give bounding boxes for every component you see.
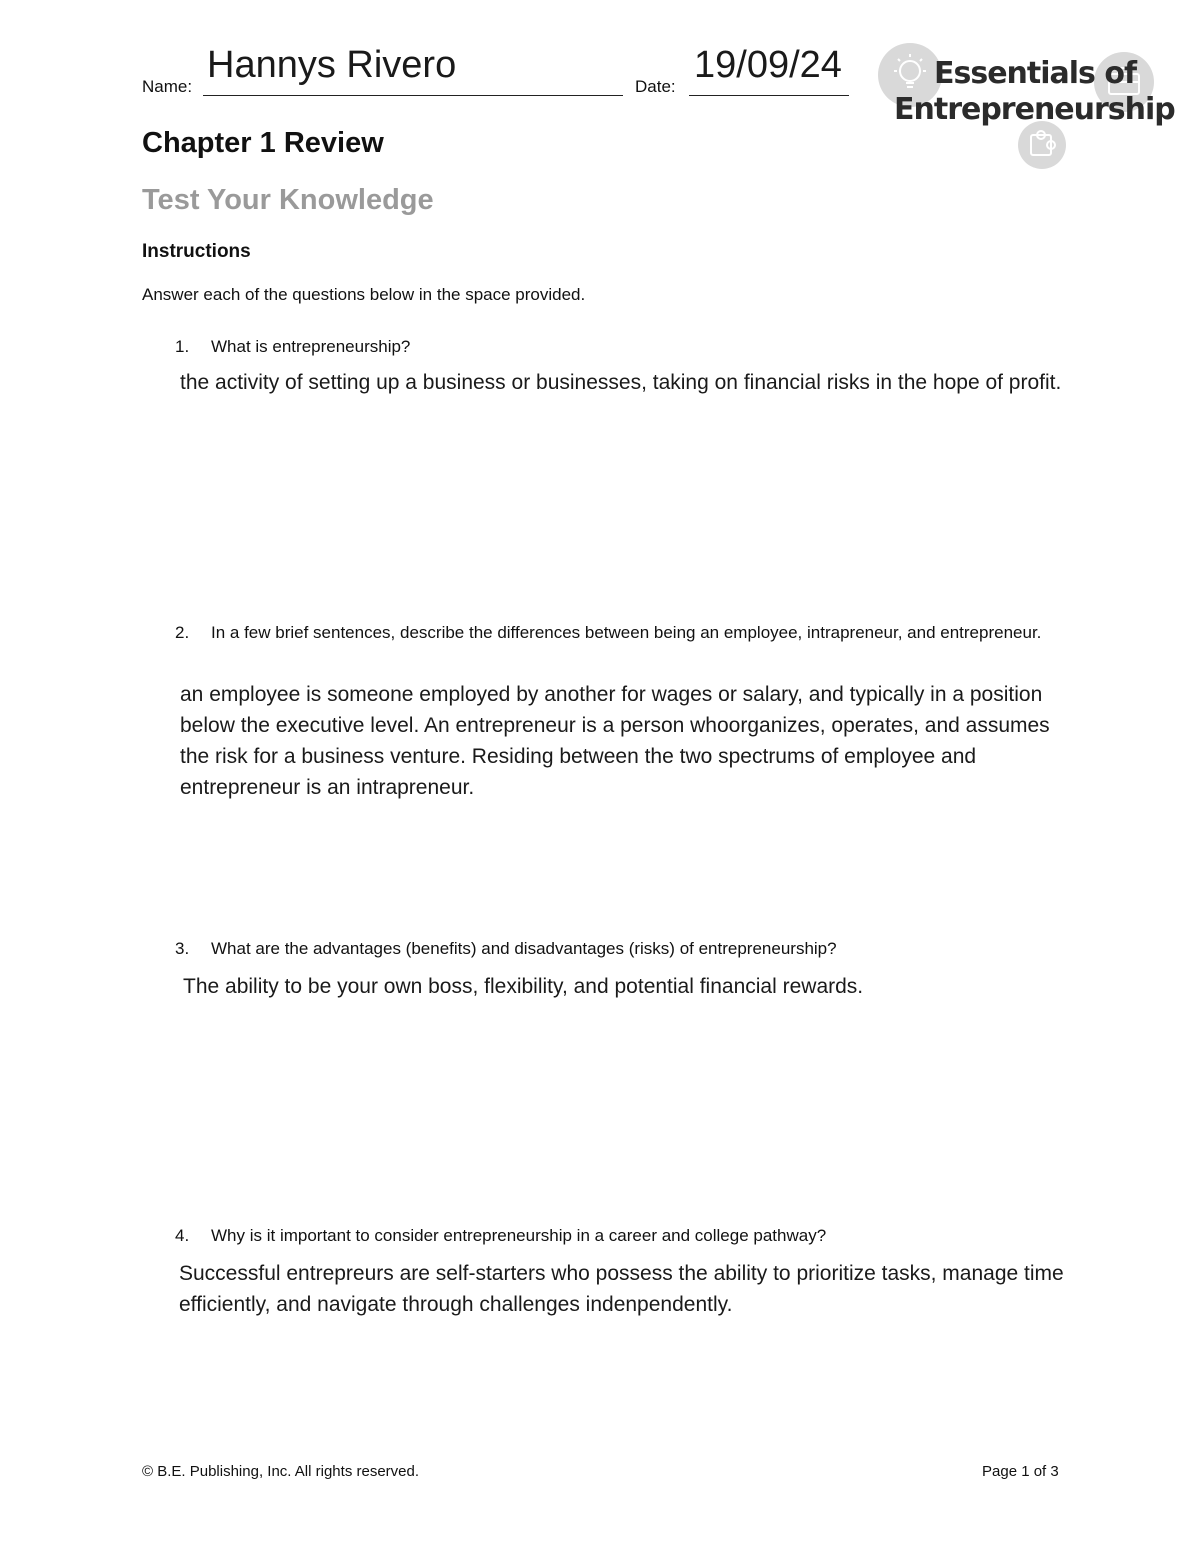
question-number: 1.	[175, 337, 190, 356]
name-label: Name:	[142, 77, 193, 96]
question-3	[175, 935, 1045, 963]
date-label: Date:	[635, 77, 676, 96]
answer-3[interactable]: The ability to be your own boss, flexibility, and potential financial rewards.	[183, 975, 864, 998]
question-text: Why is it important to consider entrepreneurship in a career and college pathway?	[211, 1226, 827, 1245]
logo-title-line1: Essentials of	[934, 56, 1137, 91]
book-logo	[876, 42, 1175, 172]
name-value[interactable]: Hannys Rivero	[207, 44, 457, 86]
chapter-title: Chapter 1 Review	[142, 127, 384, 159]
question-text: In a few brief sentences, describe the differences between being an employee, intrapreneur, and entrepreneur.	[211, 623, 1042, 642]
footer-page-number: Page 1 of 3	[982, 1463, 1059, 1480]
instructions-heading: Instructions	[142, 241, 251, 262]
question-2	[175, 619, 1045, 647]
question-text: What are the advantages (benefits) and disadvantages (risks) of entrepreneurship?	[211, 939, 837, 958]
answer-2[interactable]: an employee is someone employed by another for wages or salary, and typically in a position below the executive level. An entrepreneur is a person whoorganizes, operates, and assumes the risk for a business venture. Residing between the two spectrums of employee and entrepreneur is an intrapreneur.	[180, 683, 1050, 799]
question-text: What is entrepreneurship?	[211, 337, 411, 356]
question-1	[175, 333, 1045, 361]
question-number: 4.	[175, 1226, 190, 1245]
question-4	[175, 1222, 1045, 1250]
instructions-text: Answer each of the questions below in the space provided.	[142, 285, 586, 304]
footer-copyright: © B.E. Publishing, Inc. All rights reserved.	[142, 1463, 420, 1480]
logo-title-line2: Entrepreneurship	[894, 92, 1175, 127]
question-number: 3.	[175, 939, 190, 958]
question-number: 2.	[175, 623, 190, 642]
answer-1[interactable]: the activity of setting up a business or businesses, taking on financial risks in the hope of profit.	[180, 371, 1062, 394]
answer-4[interactable]: Successful entrepreurs are self-starters who possess the ability to prioritize tasks, manage time efficiently, and navigate through challenges indenpendently.	[179, 1262, 1064, 1316]
name-underline	[203, 95, 623, 96]
date-underline	[689, 95, 849, 96]
date-value[interactable]: 19/09/24	[694, 44, 842, 86]
section-subtitle: Test Your Knowledge	[142, 184, 434, 216]
